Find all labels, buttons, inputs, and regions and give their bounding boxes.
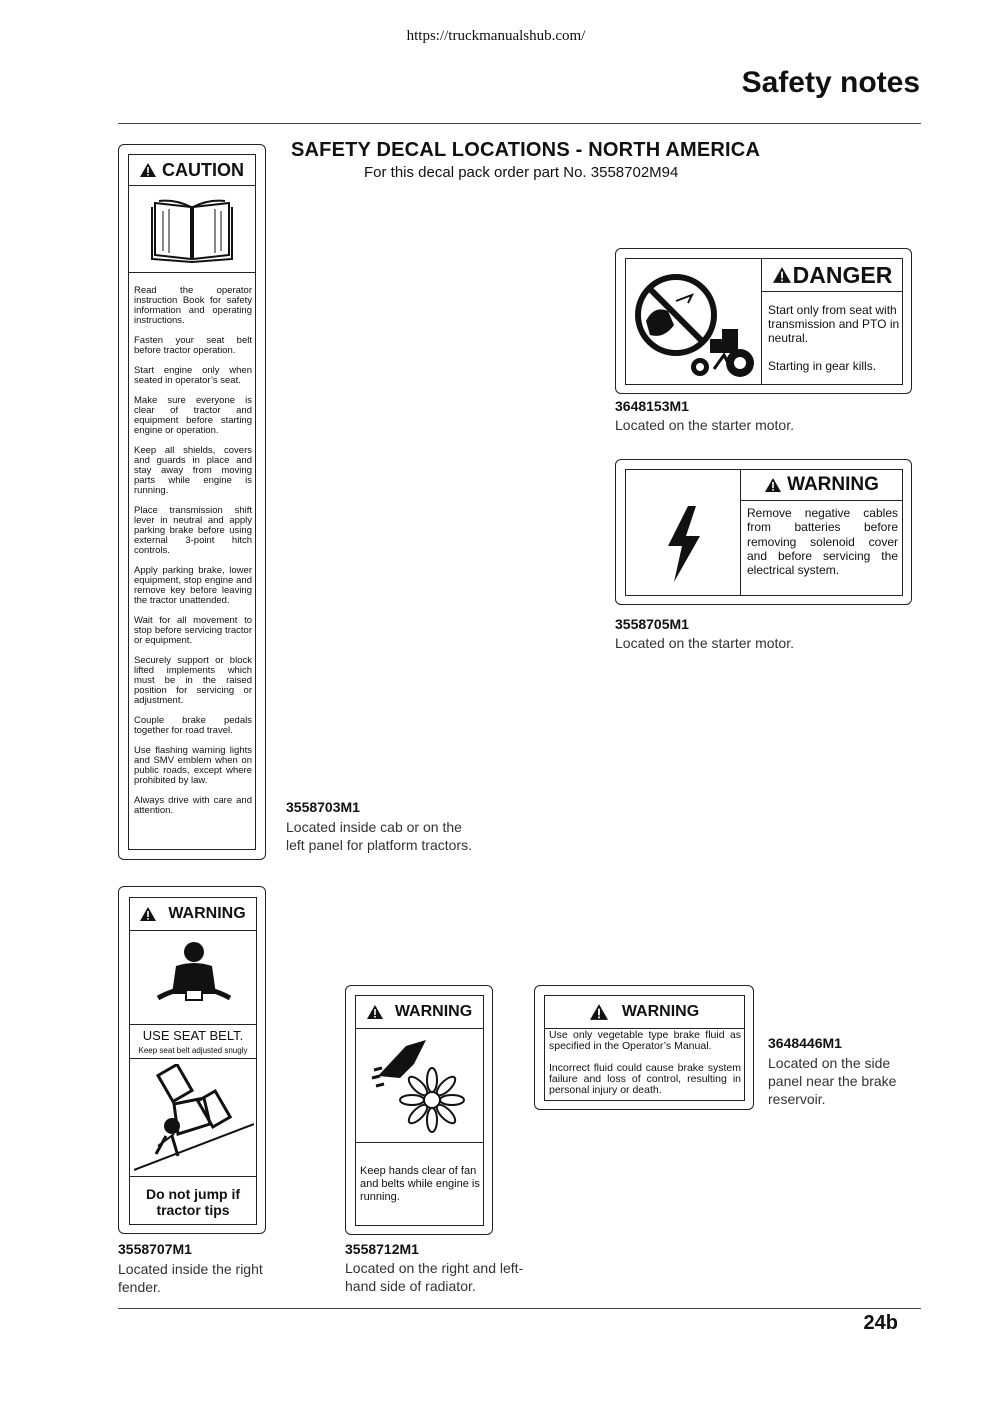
page-title: Safety notes xyxy=(741,66,920,99)
warning-brake-text-1: Use only vegetable type brake fluid as specified in the Operator’s Manual. xyxy=(549,1029,741,1052)
seatbelt-text-3: Do not jump if tractor tips xyxy=(145,1186,241,1218)
warning-seatbelt-location: Located inside the right fender. xyxy=(118,1261,263,1295)
warning-fan-decal xyxy=(345,985,493,1235)
caution-paragraph: Read the operator instruction Book for safety information and operating instructions. xyxy=(134,285,252,326)
warning-brake-header xyxy=(545,996,744,1028)
danger-heading: DANGER xyxy=(792,261,893,288)
danger-location: Located on the starter motor. xyxy=(615,417,794,433)
footer-divider xyxy=(118,1308,921,1309)
source-url[interactable]: https://truckmanualshub.com/ xyxy=(406,28,586,44)
header-divider xyxy=(118,123,921,124)
caution-paragraph: Use flashing warning lights and SMV emblem when on public roads, except where prohibited by law. xyxy=(134,745,252,786)
warning-seatbelt-part-number: 3558707M1 xyxy=(118,1241,192,1257)
caution-paragraph: Keep all shields, covers and guards in place and stay away from moving parts while engine is running. xyxy=(134,445,252,496)
lightning-bolt-icon xyxy=(662,506,704,582)
section-title: SAFETY DECAL LOCATIONS - NORTH AMERICA xyxy=(291,139,761,161)
warning-seatbelt-decal xyxy=(118,886,266,1234)
danger-header xyxy=(762,259,903,291)
danger-text-1: Start only from seat with transmission and PTO in neutral. xyxy=(768,303,900,345)
warning-fan-location: Located on the right and left- hand side of radiator. xyxy=(345,1260,524,1294)
warning-triangle-icon xyxy=(765,478,781,492)
caution-paragraph: Always drive with care and attention. xyxy=(134,795,252,816)
warning-brake-text-2: Incorrect fluid could cause brake system failure and loss of control, resulting in personal injury or death. xyxy=(549,1062,741,1096)
warning-brake-decal xyxy=(534,985,754,1110)
warning-seatbelt-header xyxy=(130,898,256,930)
warning-electric-location: Located on the starter motor. xyxy=(615,635,794,651)
warning-electric-header xyxy=(741,470,903,500)
caution-decal-frame xyxy=(128,154,256,850)
caution-paragraph: Make sure everyone is clear of tractor and equipment before starting engine or operation. xyxy=(134,395,252,436)
warning-triangle-icon xyxy=(140,163,156,177)
warning-seatbelt-heading: WARNING xyxy=(168,905,246,922)
warning-triangle-icon xyxy=(140,907,156,921)
warning-fan-header xyxy=(356,996,483,1028)
warning-brake-part-number: 3648446M1 xyxy=(768,1035,842,1051)
section-subtitle: For this decal pack order part No. 3558702M94 xyxy=(364,164,679,181)
danger-decal-frame xyxy=(625,258,903,385)
seat-belt-person-icon xyxy=(156,942,232,1010)
warning-electric-part-number: 3558705M1 xyxy=(615,616,689,632)
caution-paragraph: Place transmission shift lever in neutral and apply parking brake before using external 3-point hitch controls. xyxy=(134,505,252,556)
warning-electric-decal xyxy=(615,459,912,605)
danger-text-2: Starting in gear kills. xyxy=(768,359,877,373)
warning-triangle-icon xyxy=(367,1005,383,1019)
book-icon xyxy=(151,197,233,263)
tractor-tipping-icon xyxy=(134,1064,254,1172)
caution-paragraph: Wait for all movement to stop before servicing tractor or equipment. xyxy=(134,615,252,646)
fan-hand-icon xyxy=(370,1036,474,1140)
caution-decal xyxy=(118,144,266,860)
danger-part-number: 3648153M1 xyxy=(615,398,689,414)
warning-triangle-icon xyxy=(773,267,791,283)
caution-paragraph: Fasten your seat belt before tractor operation. xyxy=(134,335,252,356)
caution-header xyxy=(129,155,255,185)
warning-fan-part-number: 3558712M1 xyxy=(345,1241,419,1257)
caution-paragraph: Couple brake pedals together for road travel. xyxy=(134,715,252,736)
caution-heading: CAUTION xyxy=(162,159,244,180)
no-start-tractor-icon xyxy=(634,273,756,381)
caution-location: Located inside cab or on the left panel for platform tractors. xyxy=(286,819,472,853)
page-number: 24b xyxy=(863,1312,898,1334)
warning-seatbelt-frame xyxy=(129,897,257,1225)
warning-brake-location: Located on the side panel near the brake reservoir. xyxy=(768,1055,897,1107)
warning-electric-frame xyxy=(625,469,903,596)
seatbelt-text-2: Keep seat belt adjusted snugly xyxy=(138,1046,248,1055)
caution-part-number: 3558703M1 xyxy=(286,799,360,815)
warning-electric-heading: WARNING xyxy=(787,474,879,495)
warning-fan-frame xyxy=(355,995,484,1226)
warning-fan-text: Keep hands clear of fan and belts while engine is running. xyxy=(360,1165,480,1203)
warning-electric-text: Remove negative cables from batteries before removing solenoid cover and before servicing the electrical system. xyxy=(747,506,898,578)
caution-paragraph: Start engine only when seated in operator’s seat. xyxy=(134,365,252,386)
caution-text xyxy=(134,286,252,816)
seatbelt-text-1: USE SEAT BELT. xyxy=(142,1028,244,1043)
warning-fan-heading: WARNING xyxy=(394,1003,473,1020)
warning-brake-heading: WARNING xyxy=(621,1003,700,1020)
caution-paragraph: Securely support or block lifted implements which must be in the raised position for servicing or adjustment. xyxy=(134,655,252,706)
warning-triangle-icon xyxy=(590,1004,608,1020)
danger-decal xyxy=(615,248,912,394)
warning-brake-frame xyxy=(544,995,745,1101)
caution-paragraph: Apply parking brake, lower equipment, stop engine and remove key before leaving the tractor unattended. xyxy=(134,565,252,606)
